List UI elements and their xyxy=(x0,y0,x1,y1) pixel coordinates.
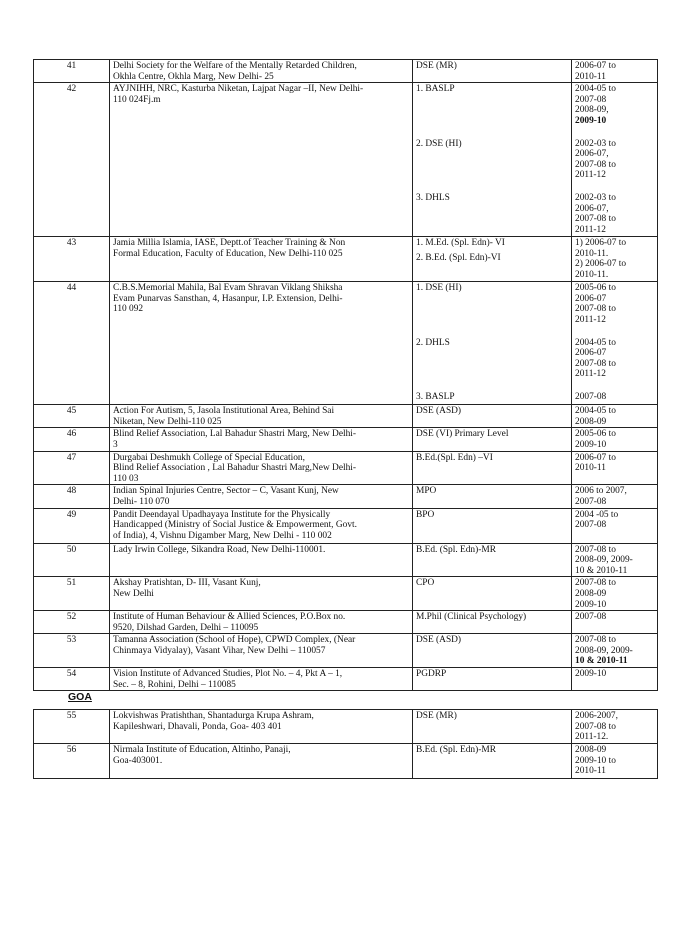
years-cell xyxy=(572,668,658,691)
year-range: 2002-03 to xyxy=(575,138,616,149)
year-range: 2007-08 xyxy=(575,496,607,507)
institution-line: Chinmaya Vidyalay), Vasant Vihar, New Delhi – 110057 xyxy=(113,645,326,656)
institution-line: Blind Relief Association , Lal Bahadur Shastri Marg,New Delhi- xyxy=(113,463,357,474)
institution-line: Akshay Pratishtan, D- III, Vasant Kunj, xyxy=(113,578,261,589)
year-range: 2007-08 to xyxy=(575,635,616,646)
table-row xyxy=(34,634,658,668)
year-range: 2009-10 xyxy=(575,115,607,126)
years-cell xyxy=(572,405,658,428)
years-cell xyxy=(572,508,658,543)
institution-cell xyxy=(110,282,413,405)
institution-cell xyxy=(110,744,413,779)
serial-number-cell xyxy=(34,668,110,691)
serial-number-cell xyxy=(34,83,110,237)
serial-number-cell xyxy=(34,508,110,543)
delhi-institutions-table xyxy=(33,59,658,691)
table-row xyxy=(34,543,658,577)
institution-line: Formal Education, Faculty of Education, New Delhi-110 025 xyxy=(113,248,343,259)
institution-line: Indian Spinal Injuries Centre, Sector – C, Vasant Kunj, New xyxy=(113,486,339,497)
institution-line: Delhi- 110 070 xyxy=(113,496,170,507)
institution-line: Evam Punarvas Sansthan, 4, Hasanpur, I.P. Extension, Delhi- xyxy=(113,293,343,304)
course-name: 2. DHLS xyxy=(416,337,450,348)
table-row xyxy=(34,282,658,405)
institution-line: Handicapped (Ministry of Social Justice & Empowerment, Govt. xyxy=(113,520,357,531)
table-row xyxy=(34,428,658,451)
serial-number: 44 xyxy=(66,283,77,294)
serial-number: 48 xyxy=(66,486,77,497)
year-range: 2009-10 xyxy=(575,599,607,610)
institution-line: New Delhi xyxy=(113,588,154,599)
institution-cell xyxy=(110,83,413,237)
institution-cell xyxy=(110,508,413,543)
institution-line: AYJNIHH, NRC, Kasturba Niketan, Lajpat Nagar –II, New Delhi- xyxy=(113,84,364,95)
year-range: 2006-07, xyxy=(575,203,609,214)
serial-number-cell xyxy=(34,710,110,744)
course-name: M.Phil (Clinical Psychology) xyxy=(416,612,527,623)
course-name: DSE (VI) Primary Level xyxy=(416,429,509,440)
institution-cell xyxy=(110,451,413,485)
course-cell xyxy=(413,543,572,577)
year-range: 2006-07 xyxy=(575,348,607,359)
table-row xyxy=(34,485,658,508)
year-range: 2009-10 xyxy=(575,439,607,450)
course-name: 1. BASLP xyxy=(416,84,455,95)
years-cell xyxy=(572,83,658,237)
year-range: 2008-09 xyxy=(575,745,607,755)
year-range: 2006-07 to xyxy=(575,61,616,71)
institution-cell xyxy=(110,710,413,744)
year-range: 2006 to 2007, xyxy=(575,486,627,497)
serial-number-cell xyxy=(34,237,110,282)
course-name: B.Ed. (Spl. Edn)-MR xyxy=(416,745,496,755)
institution-line: Lokvishwas Pratishthan, Shantadurga Krupa Ashram, xyxy=(113,711,314,721)
serial-number-cell xyxy=(34,405,110,428)
institution-line: C.B.S.Memorial Mahila, Bal Evam Shravan Viklang Shiksha xyxy=(113,283,343,294)
years-cell xyxy=(572,611,658,634)
year-range: 2007-08 to xyxy=(575,214,616,225)
course-name: 3. BASLP xyxy=(416,391,455,402)
year-range: 2007-08 xyxy=(575,520,607,531)
institution-line: Jamia Millia Islamia, IASE, Deptt.of Teacher Training & Non xyxy=(113,238,346,249)
table-row xyxy=(34,237,658,282)
year-range: 2011-12 xyxy=(575,369,606,380)
institution-cell xyxy=(110,405,413,428)
institution-cell xyxy=(110,428,413,451)
serial-number-cell xyxy=(34,60,110,83)
serial-number: 42 xyxy=(66,84,77,95)
year-range: 2006-07 xyxy=(575,293,607,304)
course-name: DSE (MR) xyxy=(416,61,457,71)
serial-number: 47 xyxy=(66,452,77,463)
goa-institutions-table xyxy=(33,709,658,779)
institution-cell xyxy=(110,485,413,508)
year-range: 2008-09 xyxy=(575,416,607,427)
institution-line: Goa-403001. xyxy=(113,755,163,766)
course-cell xyxy=(413,428,572,451)
serial-number: 50 xyxy=(66,544,77,555)
year-range: 2011-12. xyxy=(575,732,609,743)
year-range: 2010-11. xyxy=(575,248,609,259)
year-range: 2005-06 to xyxy=(575,429,616,440)
years-cell xyxy=(572,710,658,744)
years-cell xyxy=(572,451,658,485)
table-row xyxy=(34,744,658,779)
year-range: 2010-11. xyxy=(575,269,609,280)
institution-line: Vision Institute of Advanced Studies, Plot No. – 4, Pkt A – 1, xyxy=(113,669,343,680)
course-cell xyxy=(413,710,572,744)
course-cell xyxy=(413,237,572,282)
course-cell xyxy=(413,451,572,485)
year-range: 2005-06 to xyxy=(575,283,616,294)
institution-line: Niketan, New Delhi-110 025 xyxy=(113,416,222,427)
year-range: 2007-08 to xyxy=(575,159,616,170)
institution-cell xyxy=(110,237,413,282)
serial-number-cell xyxy=(34,744,110,779)
institution-cell xyxy=(110,60,413,83)
serial-number-cell xyxy=(34,577,110,611)
serial-number: 45 xyxy=(66,406,77,417)
institution-line: Okhla Centre, Okhla Marg, New Delhi- 25 xyxy=(113,71,274,82)
course-name: 2. B.Ed. (Spl. Edn)-VI xyxy=(416,252,501,263)
serial-number: 55 xyxy=(66,711,77,721)
year-range: 2007-08 to xyxy=(575,304,616,315)
course-name: 3. DHLS xyxy=(416,192,450,203)
years-cell xyxy=(572,577,658,611)
table-row xyxy=(34,405,658,428)
year-range: 2007-08 xyxy=(575,94,607,105)
serial-number-cell xyxy=(34,451,110,485)
table-row xyxy=(34,451,658,485)
course-cell xyxy=(413,485,572,508)
year-range: 2007-08 to xyxy=(575,578,616,589)
course-name: BPO xyxy=(416,509,435,520)
serial-number: 46 xyxy=(66,429,77,440)
year-range: 2008-09, 2009- xyxy=(575,645,633,656)
serial-number-cell xyxy=(34,485,110,508)
course-name: 1. DSE (HI) xyxy=(416,283,462,294)
serial-number: 49 xyxy=(66,509,77,520)
course-cell xyxy=(413,282,572,405)
years-cell xyxy=(572,543,658,577)
table-row xyxy=(34,508,658,543)
institution-line: Nirmala Institute of Education, Altinho, Panaji, xyxy=(113,745,291,755)
year-range: 2009-10 to xyxy=(575,755,616,766)
course-cell xyxy=(413,668,572,691)
course-name: DSE (MR) xyxy=(416,711,457,721)
years-cell xyxy=(572,485,658,508)
year-range: 2006-07 to xyxy=(575,452,616,463)
years-cell xyxy=(572,634,658,668)
year-range: 2011-12 xyxy=(575,170,606,181)
year-range: 2007-08 xyxy=(575,391,607,402)
course-name: B.Ed. (Spl. Edn)-MR xyxy=(416,544,496,555)
institution-line: 110 03 xyxy=(113,473,139,484)
table-row xyxy=(34,611,658,634)
institution-line: Delhi Society for the Welfare of the Mentally Retarded Children, xyxy=(113,61,357,71)
institution-line: of India), 4, Vishnu Digamber Marg, New Delhi - 110 002 xyxy=(113,530,332,541)
course-name: 2. DSE (HI) xyxy=(416,138,462,149)
institution-line: Action For Autism, 5, Jasola Institutional Area, Behind Sai xyxy=(113,406,335,417)
year-range: 2010-11 xyxy=(575,463,606,474)
course-cell xyxy=(413,744,572,779)
year-range: 2009-10 xyxy=(575,669,607,680)
years-cell xyxy=(572,744,658,779)
course-name: DSE (ASD) xyxy=(416,406,462,417)
year-range: 2004 -05 to xyxy=(575,509,619,520)
table-row xyxy=(34,60,658,83)
year-range: 2007-08 to xyxy=(575,721,616,732)
course-cell xyxy=(413,83,572,237)
course-name: B.Ed.(Spl. Edn) –VI xyxy=(416,452,493,463)
year-range: 2002-03 to xyxy=(575,192,616,203)
institution-cell xyxy=(110,668,413,691)
year-range: 2007-08 to xyxy=(575,358,616,369)
serial-number: 54 xyxy=(66,669,77,680)
year-range: 2011-12 xyxy=(575,314,606,325)
table-row xyxy=(34,668,658,691)
institution-line: 110 024Fj.m xyxy=(113,94,161,105)
year-range: 10 & 2010-11 xyxy=(575,565,628,576)
course-cell xyxy=(413,60,572,83)
year-range: 10 & 2010-11 xyxy=(575,656,628,667)
course-cell xyxy=(413,634,572,668)
year-range: 2010-11 xyxy=(575,71,606,82)
goa-section-heading: GOA xyxy=(68,691,92,703)
institution-line: Pandit Deendayal Upadhayaya Institute for the Physically xyxy=(113,509,331,520)
serial-number: 52 xyxy=(66,612,77,623)
institution-cell xyxy=(110,634,413,668)
year-range: 2011-12 xyxy=(575,224,606,235)
institution-cell xyxy=(110,611,413,634)
table-row xyxy=(34,710,658,744)
year-range: 2008-09, 2009- xyxy=(575,555,633,566)
serial-number: 43 xyxy=(66,238,77,249)
year-range: 2007-08 xyxy=(575,612,607,623)
course-cell xyxy=(413,405,572,428)
serial-number-cell xyxy=(34,634,110,668)
course-name: MPO xyxy=(416,486,437,497)
serial-number: 51 xyxy=(66,578,77,589)
year-range: 2004-05 to xyxy=(575,84,616,95)
institution-line: Blind Relief Association, Lal Bahadur Shastri Marg, New Delhi- xyxy=(113,429,357,440)
year-range: 2006-2007, xyxy=(575,711,618,721)
serial-number-cell xyxy=(34,611,110,634)
serial-number: 53 xyxy=(66,635,77,646)
serial-number: 41 xyxy=(66,61,77,71)
course-name: 1. M.Ed. (Spl. Edn)- VI xyxy=(416,238,505,249)
years-cell xyxy=(572,237,658,282)
years-cell xyxy=(572,60,658,83)
serial-number: 56 xyxy=(66,745,77,755)
years-cell xyxy=(572,282,658,405)
year-range: 2004-05 to xyxy=(575,406,616,417)
year-range: 2010-11 xyxy=(575,766,606,777)
institution-line: 9520, Dilshad Garden, Delhi – 110095 xyxy=(113,622,259,633)
year-range: 1) 2006-07 to xyxy=(575,238,627,249)
year-range: 2008-09, xyxy=(575,105,609,116)
institution-line: Durgabai Deshmukh College of Special Education, xyxy=(113,452,305,463)
table-row xyxy=(34,83,658,237)
course-name: DSE (ASD) xyxy=(416,635,462,646)
year-range: 2004-05 to xyxy=(575,337,616,348)
institution-line: Tamanna Association (School of Hope), CPWD Complex, (Near xyxy=(113,635,356,646)
year-range: 2) 2006-07 to xyxy=(575,259,627,270)
serial-number-cell xyxy=(34,282,110,405)
year-range: 2007-08 to xyxy=(575,544,616,555)
institution-line: Kapileshwari, Dhavali, Ponda, Goa- 403 401 xyxy=(113,721,282,732)
course-name: CPO xyxy=(416,578,435,589)
institution-line: 3 xyxy=(113,439,118,450)
course-name: PGDRP xyxy=(416,669,447,680)
institution-cell xyxy=(110,543,413,577)
table-row xyxy=(34,577,658,611)
institution-line: Sec. – 8, Rohini, Delhi – 110085 xyxy=(113,679,236,690)
serial-number-cell xyxy=(34,543,110,577)
year-range: 2008-09 xyxy=(575,588,607,599)
course-cell xyxy=(413,577,572,611)
course-cell xyxy=(413,611,572,634)
year-range: 2006-07, xyxy=(575,149,609,160)
serial-number-cell xyxy=(34,428,110,451)
institution-line: Institute of Human Behaviour & Allied Sciences, P.O.Box no. xyxy=(113,612,346,623)
course-cell xyxy=(413,508,572,543)
institution-cell xyxy=(110,577,413,611)
institution-line: 110 092 xyxy=(113,304,144,315)
years-cell xyxy=(572,428,658,451)
institution-line: Lady Irwin College, Sikandra Road, New Delhi-110001. xyxy=(113,544,326,555)
